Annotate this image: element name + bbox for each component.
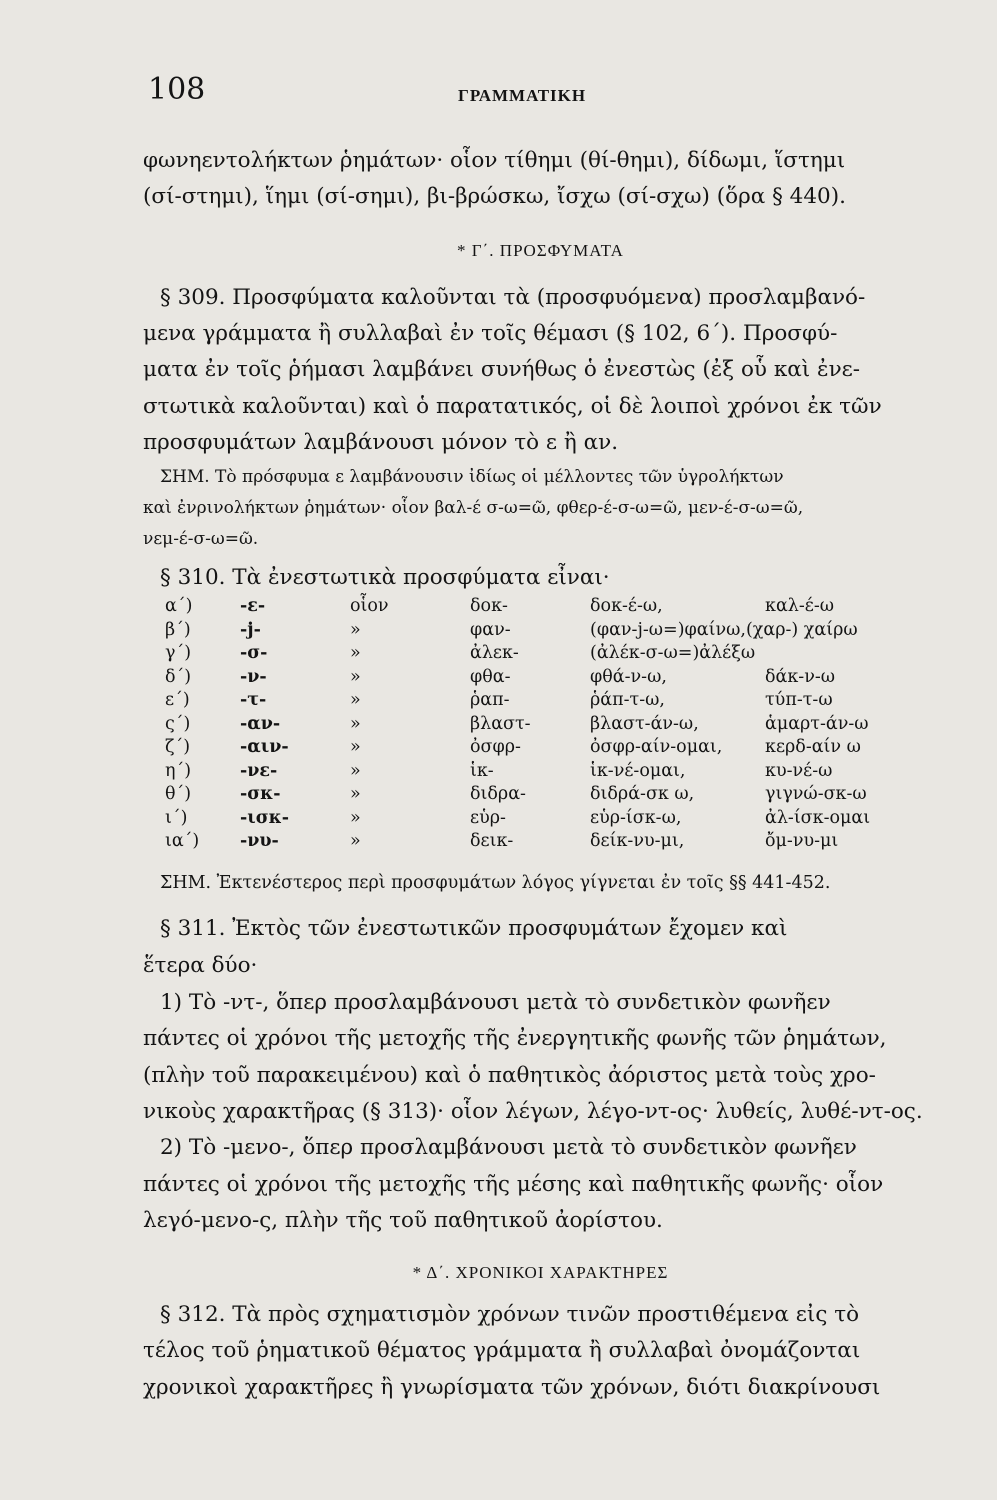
table-cell: ια΄) xyxy=(165,831,200,851)
table-cell: (φαν-j-ω=)φαίνω,(χαρ-) χαίρω xyxy=(590,619,858,640)
table-row xyxy=(160,643,940,667)
text-line: στωτικὰ καλοῦνται) καὶ ὁ παρατατικός, οἱ δὲ λοιποὶ χρόνοι ἐκ τῶν xyxy=(143,394,882,419)
note-line: ΣΗΜ. Τὸ πρόσφυμα ε λαμβάνουσιν ἰδίως οἱ μέλλοντες τῶν ὑγρολήκτων xyxy=(160,467,784,487)
table-cell: δάκ-ν-ω xyxy=(765,666,836,687)
table-cell: -τ- xyxy=(240,690,267,710)
text-line: (πλὴν τοῦ παρακειμένου) καὶ ὁ παθητικὸς ἀόριστος μετὰ τοὺς χρο- xyxy=(143,1063,876,1088)
text-line: προσφυμάτων λαμβάνουσι μόνον τὸ ε ἢ αν. xyxy=(143,430,619,455)
page-header xyxy=(148,72,938,112)
table-cell: δεικ- xyxy=(470,831,514,851)
table-cell: ὄμ-νυ-μι xyxy=(765,831,839,851)
table-cell: δ΄) xyxy=(165,666,192,687)
table-cell: » xyxy=(350,737,361,757)
text-line: § 310. Τὰ ἐνεστωτικὰ προσφύματα εἶναι· xyxy=(160,565,610,590)
text-line: χρονικοὶ χαρακτῆρες ἢ γνωρίσματα τῶν χρόνων, διότι διακρίνουσι xyxy=(143,1375,881,1400)
table-cell: ς΄) xyxy=(165,713,191,734)
table-row xyxy=(160,714,940,738)
table-cell: ζ΄) xyxy=(165,737,191,757)
table-cell: ῥαπ- xyxy=(470,690,510,710)
table-cell: οἷον xyxy=(350,596,389,616)
table-cell: ι΄) xyxy=(165,807,188,828)
table-cell: » xyxy=(350,760,361,781)
table-cell: δείκ-νυ-μι, xyxy=(590,831,685,851)
table-row xyxy=(160,667,940,691)
table-cell: φαν- xyxy=(470,619,511,640)
table-cell: (ἀλέκ-σ-ω=)ἀλέξω xyxy=(590,643,756,663)
table-cell: ἱκ- xyxy=(470,760,494,781)
table-cell: -νε- xyxy=(240,760,278,781)
table-cell: -σκ- xyxy=(240,784,281,804)
table-cell: δοκ-έ-ω, xyxy=(590,596,663,616)
table-cell: ῥάπ-τ-ω, xyxy=(590,690,665,710)
text-line: (σί-στημι), ἵημι (σί-σημι), βι-βρώσκω, ἴσχω (σί-σχω) (ὅρα § 440). xyxy=(143,184,846,209)
table-cell: » xyxy=(350,784,361,804)
table-row xyxy=(160,690,940,714)
table-cell: -ισκ- xyxy=(240,807,290,828)
table-cell: τύπ-τ-ω xyxy=(765,690,833,710)
table-cell: -ε- xyxy=(240,596,266,616)
text-line: § 309. Προσφύματα καλοῦνται τὰ (προσφυόμενα) προσλαμβανό- xyxy=(160,285,866,310)
table-row xyxy=(160,737,940,761)
note-line: καὶ ἐνρινολήκτων ῥημάτων· οἷον βαλ-έ σ-ω=ῶ, φθερ-έ-σ-ω=ῶ, μεν-έ-σ-ω=ῶ, xyxy=(143,498,804,518)
table-cell: -j- xyxy=(240,619,261,640)
table-cell: θ΄) xyxy=(165,784,192,804)
running-title: ΓΡΑΜΜΑΤΙΚΗ xyxy=(458,86,587,105)
note-line: νεμ-έ-σ-ω=ῶ. xyxy=(143,529,259,549)
table-row xyxy=(160,784,940,808)
table-cell: φθά-ν-ω, xyxy=(590,666,667,687)
table-cell: ἀλ-ίσκ-ομαι xyxy=(765,807,871,828)
text-line: τέλος τοῦ ῥηματικοῦ θέματος γράμματα ἢ συλλαβαὶ ὀνομάζονται xyxy=(143,1338,861,1363)
table-row xyxy=(160,596,940,620)
table-row xyxy=(160,831,940,855)
table-row xyxy=(160,761,940,785)
text-line: νικοὺς χαρακτῆρας (§ 313)· οἷον λέγων, λέγο-ντ-ος· λυθείς, λυθέ-ντ-ος. xyxy=(143,1099,923,1124)
table-row xyxy=(160,808,940,832)
table-cell: » xyxy=(350,666,361,687)
table-cell: » xyxy=(350,807,361,828)
table-cell: γιγνώ-σκ-ω xyxy=(765,784,867,804)
table-cell: βλαστ- xyxy=(470,713,531,734)
table-cell: ἱκ-νέ-ομαι, xyxy=(590,760,686,781)
note-line: ΣΗΜ. Ἐκτενέστερος περὶ προσφυμάτων λόγος γίγνεται ἐν τοῖς §§ 441-452. xyxy=(160,873,831,893)
table-row xyxy=(160,620,940,644)
table-cell: εὑρ-ίσκ-ω, xyxy=(590,807,682,828)
text-line: § 312. Τὰ πρὸς σχηματισμὸν χρόνων τινῶν προστιθέμενα εἰς τὸ xyxy=(160,1302,860,1327)
section-heading: * Γ΄. ΠΡΟΣΦΥΜΑΤΑ xyxy=(457,241,624,260)
table-cell: -νυ- xyxy=(240,831,279,851)
text-line: μενα γράμματα ἢ συλλαβαὶ ἐν τοῖς θέμασι (§ 102, 6΄). Προσφύ- xyxy=(143,321,838,346)
table-cell: διδρά-σκ ω, xyxy=(590,784,695,804)
table-cell: α΄) xyxy=(165,596,193,616)
suffix-table xyxy=(160,596,940,855)
table-cell: » xyxy=(350,643,361,663)
table-cell: » xyxy=(350,619,361,640)
table-cell: -αιν- xyxy=(240,737,289,757)
text-line: πάντες οἱ χρόνοι τῆς μετοχῆς τῆς ἐνεργητικῆς φωνῆς τῶν ῥημάτων, xyxy=(143,1026,887,1051)
table-cell: » xyxy=(350,713,361,734)
table-cell: γ΄) xyxy=(165,643,192,663)
text-line: 2) Τὸ -μενο-, ὅπερ προσλαμβάνουσι μετὰ τὸ συνδετικὸν φωνῆεν xyxy=(160,1135,857,1160)
text-line: φωνηεντολήκτων ῥημάτων· οἷον τίθημι (θί-θημι), δίδωμι, ἵστημι xyxy=(143,148,846,173)
table-cell: β΄) xyxy=(165,619,191,640)
text-line: λεγό-μενο-ς, πλὴν τῆς τοῦ παθητικοῦ ἀορίστου. xyxy=(143,1208,663,1233)
table-cell: κυ-νέ-ω xyxy=(765,760,833,781)
table-cell: ὀσφρ- xyxy=(470,737,521,757)
table-cell: ἀλεκ- xyxy=(470,643,519,663)
text-line: ἕτερα δύο· xyxy=(143,953,258,978)
page-number: 108 xyxy=(148,72,206,107)
table-cell: φθα- xyxy=(470,666,511,687)
table-cell: ὀσφρ-αίν-ομαι, xyxy=(590,737,723,757)
table-cell: καλ-έ-ω xyxy=(765,596,835,616)
text-line: 1) Τὸ -ντ-, ὅπερ προσλαμβάνουσι μετὰ τὸ συνδετικὸν φωνῆεν xyxy=(160,990,831,1015)
table-cell: » xyxy=(350,690,361,710)
table-cell: -ν- xyxy=(240,666,267,687)
table-cell: » xyxy=(350,831,361,851)
table-cell: κερδ-αίν ω xyxy=(765,737,861,757)
text-line: πάντες οἱ χρόνοι τῆς μετοχῆς τῆς μέσης καὶ παθητικῆς φωνῆς· οἷον xyxy=(143,1172,884,1197)
section-heading: * Δ΄. ΧΡΟΝΙΚΟΙ ΧΑΡΑΚΤΗΡΕΣ xyxy=(412,1263,669,1282)
table-cell: εὑρ- xyxy=(470,807,506,828)
table-cell: -αν- xyxy=(240,713,281,734)
table-cell: διδρα- xyxy=(470,784,526,804)
table-cell: -σ- xyxy=(240,643,268,663)
table-cell: βλαστ-άν-ω, xyxy=(590,713,699,734)
table-cell: ε΄) xyxy=(165,690,190,710)
table-cell: δοκ- xyxy=(470,596,508,616)
table-cell: η΄) xyxy=(165,760,192,781)
text-line: § 311. Ἐκτὸς τῶν ἐνεστωτικῶν προσφυμάτων ἔχομεν καὶ xyxy=(160,916,788,941)
text-line: ματα ἐν τοῖς ῥήμασι λαμβάνει συνήθως ὁ ἐνεστὼς (ἐξ οὗ καὶ ἐνε- xyxy=(143,357,861,382)
table-cell: ἁμαρτ-άν-ω xyxy=(765,713,869,734)
